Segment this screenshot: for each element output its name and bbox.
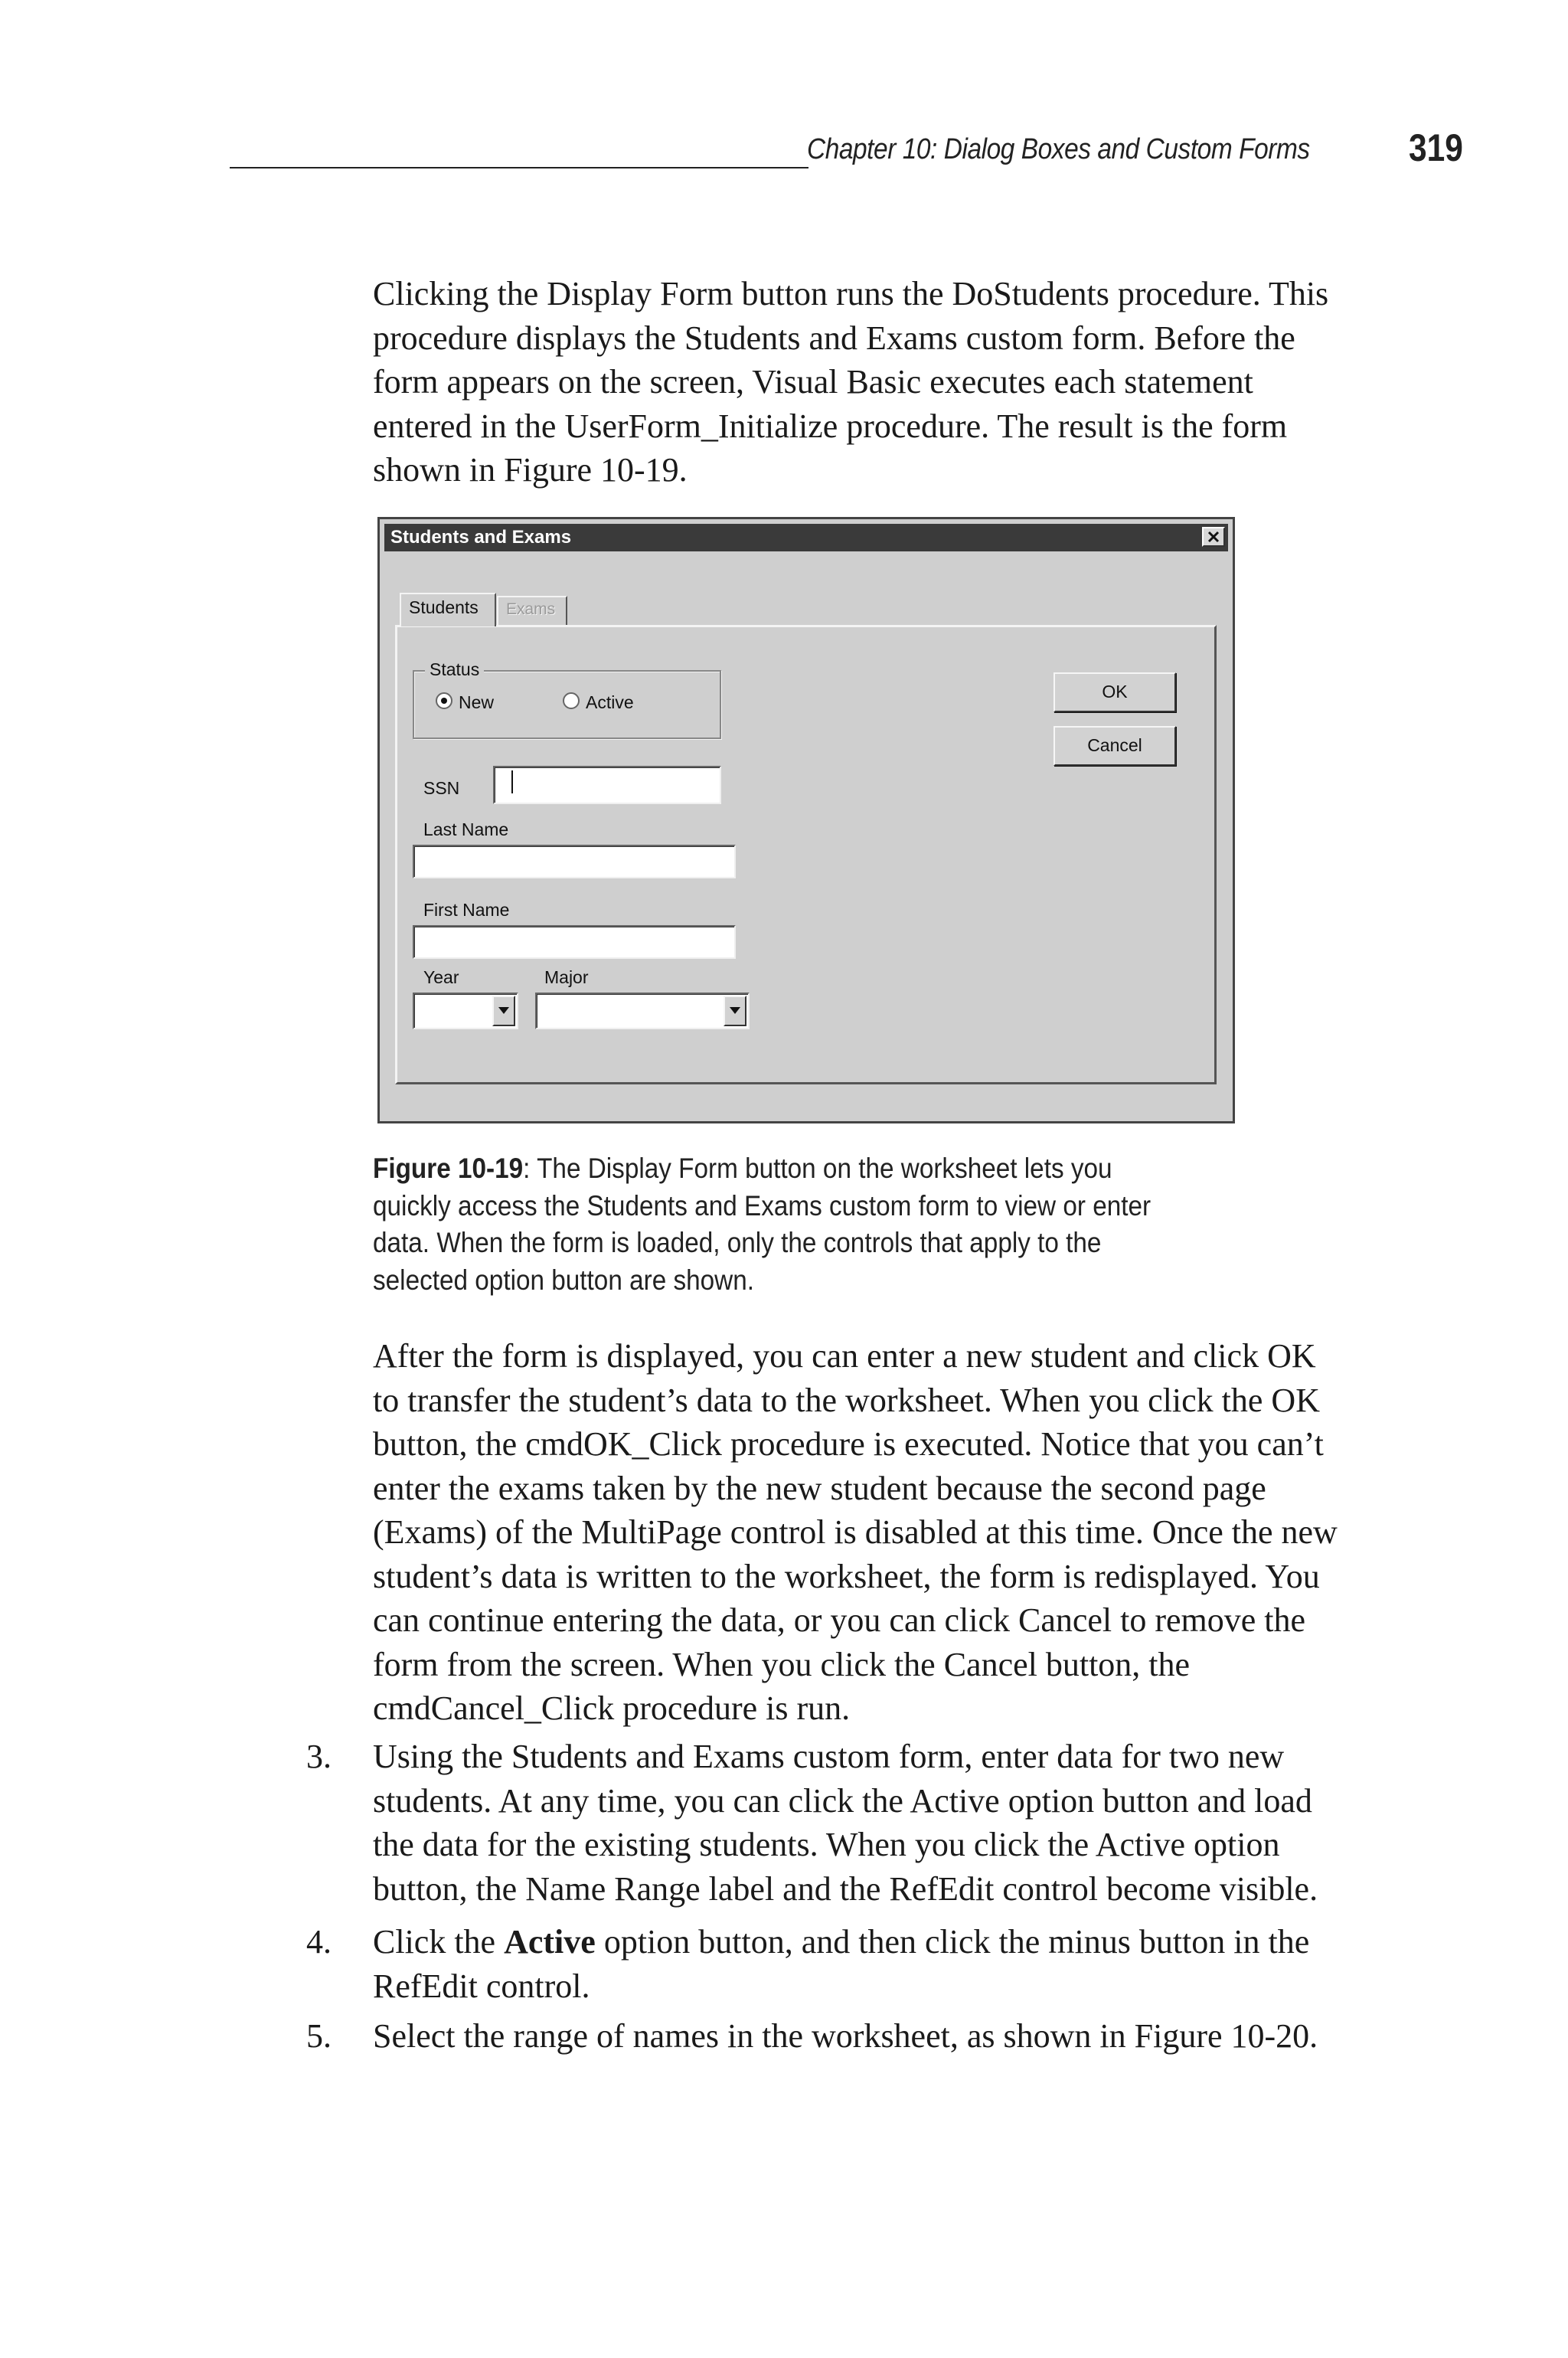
tab-students[interactable] <box>400 593 496 626</box>
running-head-rule <box>230 167 808 168</box>
text-line: After the form is displayed, you can enter a new student and click OK <box>373 1337 1316 1375</box>
major-dropdown[interactable] <box>535 993 750 1029</box>
ssn-input[interactable] <box>493 766 721 804</box>
text-line: procedure displays the Students and Exams custom form. Before the <box>373 319 1295 357</box>
text-line: students. At any time, you can click the Active option button and load <box>373 1781 1312 1820</box>
radio-new[interactable] <box>436 692 452 709</box>
caption-text: : The Display Form button on the worksheet lets you <box>523 1153 1112 1184</box>
step-number: 3. <box>306 1738 332 1775</box>
intro-paragraph <box>373 272 1498 492</box>
step-number: 5. <box>306 2017 332 2055</box>
radio-active[interactable] <box>563 692 580 709</box>
text-line <box>373 1920 1309 1964</box>
step-text: Click the <box>373 1923 505 1961</box>
text-line: button, the cmdOK_Click procedure is executed. Notice that you can’t <box>373 1425 1324 1463</box>
last-name-label: Last Name <box>423 819 509 839</box>
caption-line: data. When the form is loaded, only the controls that apply to the <box>373 1227 1102 1258</box>
caption-line: quickly access the Students and Exams custom form to view or enter <box>373 1189 1152 1222</box>
step-body <box>373 1920 1309 2008</box>
first-name-input[interactable] <box>413 925 736 959</box>
figure-caption <box>373 1150 1200 1299</box>
cancel-button[interactable]: Cancel <box>1054 726 1176 766</box>
chapter-title: Chapter 10: Dialog Boxes and Custom Forms <box>807 133 1310 165</box>
page-number: 319 <box>1409 126 1463 169</box>
status-group <box>413 659 721 739</box>
text-line: the data for the existing students. When you click the Active option <box>373 1826 1280 1863</box>
students-exams-dialog <box>377 517 1235 1123</box>
ok-button[interactable]: OK <box>1054 672 1176 712</box>
dialog-title: Students and Exams <box>390 527 572 548</box>
year-dropdown-button[interactable] <box>492 996 515 1026</box>
step-body <box>373 1735 1318 1911</box>
body-paragraph <box>373 1334 1498 1731</box>
text-line: shown in Figure 10-19. <box>373 451 688 489</box>
text-line: enter the exams taken by the new student because the second page <box>373 1469 1266 1507</box>
caption-line <box>373 1150 1200 1188</box>
text-line: (Exams) of the MultiPage control is disabled at this time. Once the new <box>373 1513 1338 1551</box>
text-line: student’s data is written to the worksheet, the form is redisplayed. You <box>373 1557 1320 1595</box>
last-name-input[interactable] <box>413 845 736 878</box>
tab-exams[interactable] <box>497 596 567 625</box>
text-line: to transfer the student’s data to the worksheet. When you click the OK <box>373 1381 1320 1419</box>
tab-students-label: Students <box>409 597 479 617</box>
major-dropdown-button[interactable] <box>724 996 746 1026</box>
tab-exams-label: Exams <box>506 600 556 618</box>
close-button[interactable] <box>1202 527 1225 547</box>
text-line: Select the range of names in the worksheet, as shown in Figure 10-20. <box>373 2017 1318 2055</box>
year-label: Year <box>423 967 459 987</box>
step-body <box>373 2014 1318 2059</box>
dialog-titlebar <box>384 524 1228 551</box>
text-line: form from the screen. When you click the Cancel button, the <box>373 1645 1191 1683</box>
caption-line: selected option button are shown. <box>373 1264 754 1296</box>
text-line: cmdCancel_Click procedure is run. <box>373 1689 851 1727</box>
text-line: can continue entering the data, or you can click Cancel to remove the <box>373 1601 1306 1639</box>
radio-active-label: Active <box>586 692 634 712</box>
text-line: RefEdit control. <box>373 1967 590 2005</box>
radio-new-label: New <box>459 692 495 712</box>
step-text: option button, and then click the minus button in the <box>595 1923 1310 1961</box>
text-line: entered in the UserForm_Initialize procedure. The result is the form <box>373 407 1288 445</box>
running-head <box>230 126 1493 176</box>
text-line: button, the Name Range label and the RefEdit control become visible. <box>373 1869 1318 1908</box>
year-dropdown[interactable] <box>413 993 518 1029</box>
active-bold: Active <box>504 1923 596 1961</box>
step-number: 4. <box>306 1923 332 1961</box>
close-icon <box>1207 531 1220 543</box>
chevron-down-icon <box>498 1007 509 1014</box>
status-group-label: Status <box>425 659 484 680</box>
text-line: form appears on the screen, Visual Basic executes each statement <box>373 363 1253 401</box>
text-cursor <box>511 770 513 793</box>
text-line: Clicking the Display Form button runs the DoStudents procedure. This <box>373 275 1329 312</box>
ssn-label: SSN <box>423 778 460 798</box>
first-name-label: First Name <box>423 900 510 920</box>
figure-label: Figure 10-19 <box>373 1153 524 1184</box>
major-label: Major <box>544 967 589 987</box>
chevron-down-icon <box>730 1007 740 1014</box>
text-line: Using the Students and Exams custom form, enter data for two new <box>373 1738 1285 1775</box>
